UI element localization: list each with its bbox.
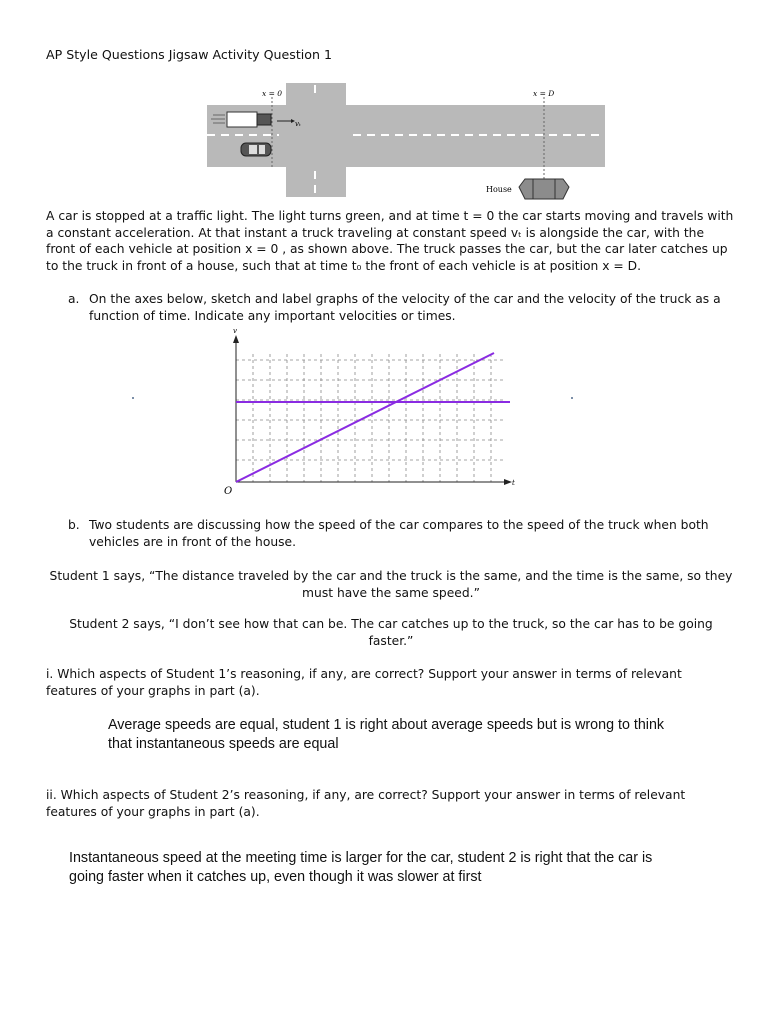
student-1-quote: Student 1 says, “The distance traveled by the car and the truck is the same, and the time is the same, so they must have the same speed.”: [49, 569, 733, 600]
origin-label: O: [224, 486, 233, 497]
part-a: [68, 291, 728, 324]
part-b-marker: b.: [68, 518, 80, 532]
stray-dot: [571, 397, 573, 399]
intersection-figure: [207, 83, 605, 205]
car-velocity-line: [236, 353, 494, 482]
answer-i: Average speeds are equal, student 1 is right about average speeds but is wrong to think that instantaneous speeds are equal: [108, 717, 665, 752]
part-b: [68, 517, 728, 550]
stray-dot: [132, 397, 134, 399]
answer-ii: Instantaneous speed at the meeting time is larger for the car, student 2 is right that the car is going faster when it catches up, even though it was slower at first: [69, 850, 653, 885]
x-axis-arrow: [504, 479, 512, 485]
axis-y-label: v: [233, 327, 237, 335]
question-i: i. Which aspects of Student 1’s reasoning, if any, are correct? Support your answer in terms of relevant features of your graphs in part (a).: [46, 667, 682, 698]
question-ii: ii. Which aspects of Student 2’s reasoning, if any, are correct? Support your answer in terms of relevant features of your graphs in part (a).: [46, 788, 686, 819]
document-title: AP Style Questions Jigsaw Activity Question 1: [46, 47, 332, 62]
x0-label: x = 0: [262, 89, 283, 98]
student-2-quote: Student 2 says, “I don’t see how that can be. The car catches up to the truck, so the car has to be going faster.”: [69, 617, 713, 648]
house: [519, 179, 569, 199]
truck-speed-label: vₜ: [295, 120, 301, 128]
axis-x-label: t: [512, 479, 515, 487]
y-axis-arrow: [233, 335, 239, 343]
house-label: House: [486, 185, 512, 194]
part-a-text: On the axes below, sketch and label graphs of the velocity of the car and the velocity of the truck as a function of time. Indicate any important velocities or times.: [89, 292, 721, 323]
part-a-marker: a.: [68, 292, 80, 306]
intro-paragraph: A car is stopped at a traffic light. The light turns green, and at time t = 0 the car starts moving and travels with a constant acceleration. At that instant a truck traveling at constant speed vₜ is alongside the car, with the front of each vehicle at position x = 0 , as shown above. The truck passes the car, but the car later catches up to the truck in front of a house, such that at time t₀ the front of each vehicle is at position x = D.: [46, 209, 734, 273]
car: [241, 143, 271, 156]
velocity-time-graph: [220, 327, 520, 497]
vertical-road: [286, 83, 346, 197]
xD-label: x = D: [533, 89, 555, 98]
part-b-text: Two students are discussing how the speed of the car compares to the speed of the truck when both vehicles are in front of the house.: [89, 518, 709, 549]
